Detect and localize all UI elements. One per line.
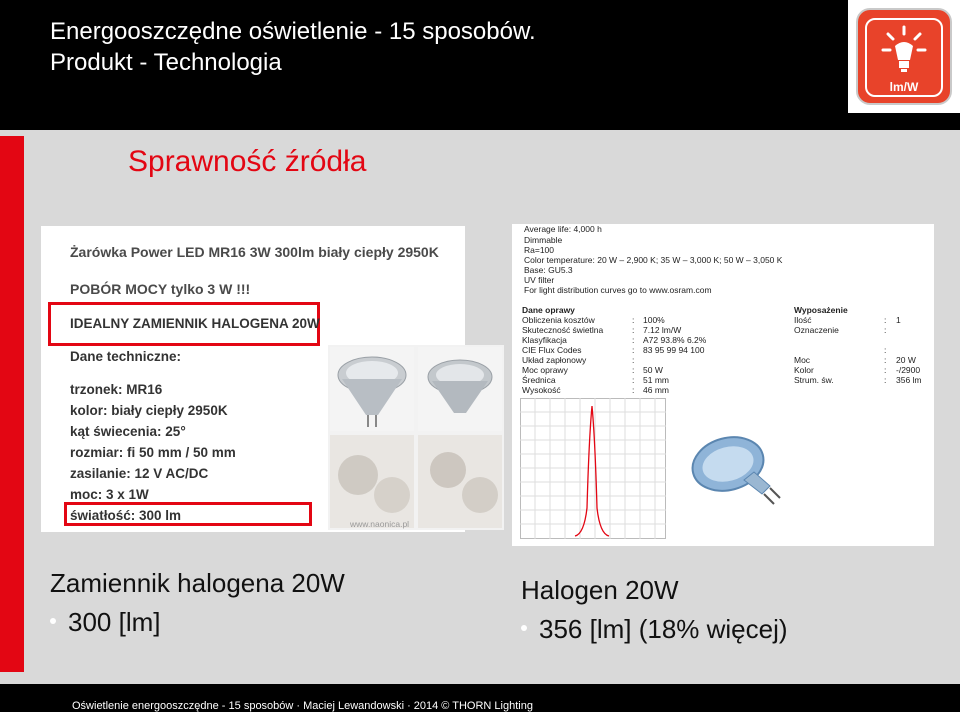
halogen-bulb-photo [684, 430, 784, 510]
bulb-icon [880, 24, 928, 76]
spec-angle: kąt świecenia: 25° [70, 424, 186, 439]
halogen-flux-value: 356 [lm] (18% więcej) [539, 614, 788, 644]
halogen-caption-title: Halogen 20W [521, 575, 679, 605]
color-temp: Color temperature: 20 W – 2,900 K; 35 W – 3,000 K; 50 W – 3,050 K [524, 255, 783, 265]
row-label: Układ zapłonowy [522, 355, 587, 365]
photo-watermark: www.naonica.pl [350, 519, 410, 529]
row-label: Średnica [522, 375, 556, 385]
replacement-text: IDEALNY ZAMIENNIK HALOGENA 20W [70, 316, 320, 331]
led-photos [328, 345, 504, 530]
lmw-logo [856, 8, 952, 105]
led-flux-value: 300 [lm] [68, 607, 161, 637]
equip-value: -/2900 [896, 365, 921, 375]
equip-value: 20 W [896, 355, 916, 365]
equip-value: 356 lm [896, 375, 922, 385]
light-distribution-graph [520, 398, 670, 542]
equip-label: Ilość [794, 315, 812, 325]
base: Base: GU5.3 [524, 265, 573, 275]
footer-bar [0, 684, 960, 712]
equip-label: Moc [794, 355, 811, 365]
led-caption-title: Zamiennik halogena 20W [50, 568, 345, 598]
tech-header: Dane techniczne: [70, 349, 182, 364]
spec-base: trzonek: MR16 [70, 382, 163, 397]
row-value: 50 W [643, 365, 663, 375]
ra-value: Ra=100 [524, 245, 555, 255]
row-label: CIE Flux Codes [522, 345, 582, 355]
spec-power: moc: 3 x 1W [70, 487, 149, 502]
row-value: 100% [643, 315, 665, 325]
logo-text: lm/W [889, 80, 919, 94]
row-value: 7.12 lm/W [643, 325, 682, 335]
row-label: Obliczenia kosztów [522, 315, 595, 325]
spec-color: kolor: biały ciepły 2950K [70, 403, 228, 418]
table-header-right: Wyposażenie [794, 305, 848, 315]
bullet-dot [521, 625, 527, 631]
uv-filter: UV filter [524, 275, 555, 285]
equip-label: Strum. św. [794, 375, 834, 385]
section-title: Sprawność źródła [128, 145, 367, 178]
product-name: Żarówka Power LED MR16 3W 300lm biały ciepły 2950K [70, 244, 439, 260]
row-label: Wysokość [522, 385, 561, 395]
row-label: Klasyfikacja [522, 335, 567, 345]
equip-label: Oznaczenie [794, 325, 839, 335]
bullet-dot [50, 618, 56, 624]
header-bar [0, 0, 960, 130]
row-value: A72 93.8% 6.2% [643, 335, 707, 345]
spec-size: rozmiar: fi 50 mm / 50 mm [70, 445, 236, 460]
equip-label: Kolor [794, 365, 814, 375]
equip-value: 1 [896, 315, 901, 325]
spec-supply: zasilanie: 12 V AC/DC [70, 466, 209, 481]
power-note: POBÓR MOCY tylko 3 W !!! [70, 281, 251, 297]
row-label: Skuteczność świetlna [522, 325, 604, 335]
row-label: Moc oprawy [522, 365, 568, 375]
distribution-note: For light distribution curves go to www.osram.com [524, 285, 712, 295]
title-line-1: Energooszczędne oświetlenie - 15 sposobów. [50, 18, 536, 45]
halogen-flux-bullet [521, 614, 788, 645]
footer-text: Oświetlenie energooszczędne - 15 sposobów · Maciej Lewandowski · 2014 © THORN Lighting [72, 700, 533, 712]
led-bulb-photos [328, 345, 504, 530]
table-header-left: Dane oprawy [522, 305, 575, 315]
side-accent-bar [0, 136, 24, 672]
avg-life: Average life: 4,000 h [524, 224, 602, 234]
row-value: 46 mm [643, 385, 669, 395]
spec-flux: światłość: 300 lm [70, 508, 182, 523]
row-value: 51 mm [643, 375, 669, 385]
led-flux-bullet [50, 607, 161, 638]
dimmable: Dimmable [524, 235, 563, 245]
slide-title [50, 16, 810, 78]
title-line-2: Produkt - Technologia [50, 49, 282, 76]
row-value: 83 95 99 94 100 [643, 345, 705, 355]
